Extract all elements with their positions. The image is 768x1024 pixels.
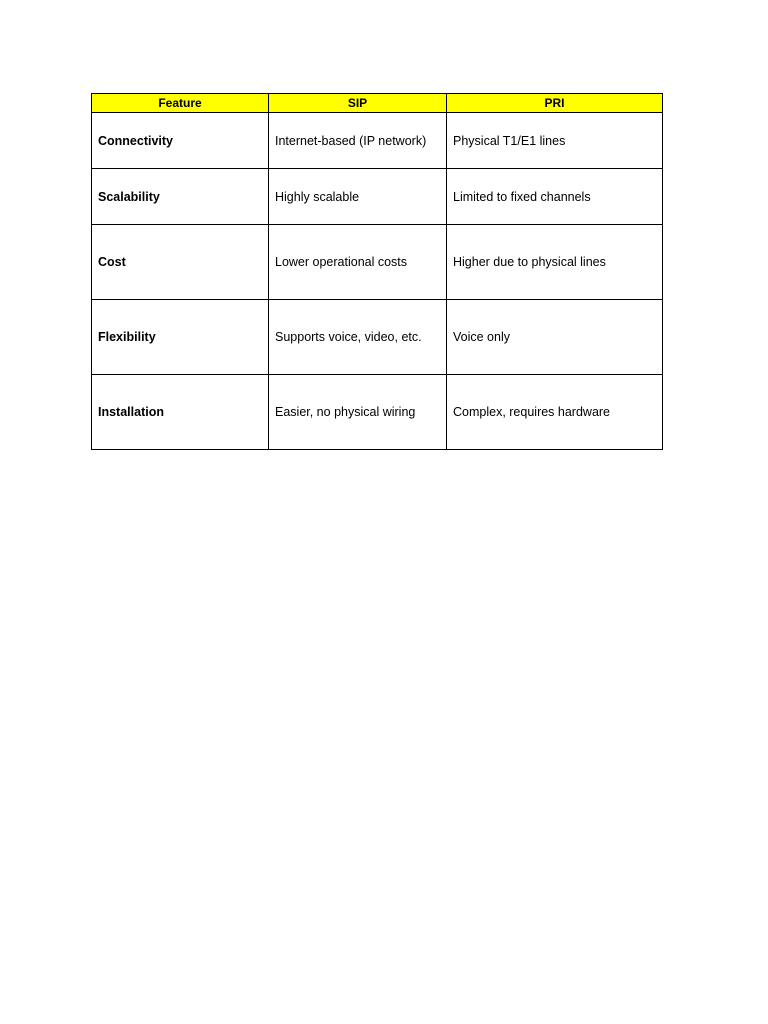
table-row bbox=[92, 375, 663, 450]
header-sip: SIP bbox=[269, 94, 447, 113]
table-row bbox=[92, 169, 663, 225]
pri-cell: Limited to fixed channels bbox=[447, 169, 663, 225]
feature-cell: Scalability bbox=[92, 169, 269, 225]
pri-cell: Higher due to physical lines bbox=[447, 225, 663, 300]
sip-cell: Easier, no physical wiring bbox=[269, 375, 447, 450]
sip-cell: Internet-based (IP network) bbox=[269, 113, 447, 169]
header-feature: Feature bbox=[92, 94, 269, 113]
header-pri: PRI bbox=[447, 94, 663, 113]
pri-cell: Voice only bbox=[447, 300, 663, 375]
table-row bbox=[92, 225, 663, 300]
feature-cell: Cost bbox=[92, 225, 269, 300]
table-row bbox=[92, 300, 663, 375]
pri-cell: Physical T1/E1 lines bbox=[447, 113, 663, 169]
feature-cell: Flexibility bbox=[92, 300, 269, 375]
pri-cell: Complex, requires hardware bbox=[447, 375, 663, 450]
table-header-row bbox=[92, 94, 663, 113]
comparison-table bbox=[91, 93, 663, 450]
sip-cell: Supports voice, video, etc. bbox=[269, 300, 447, 375]
sip-cell: Highly scalable bbox=[269, 169, 447, 225]
feature-cell: Connectivity bbox=[92, 113, 269, 169]
sip-cell: Lower operational costs bbox=[269, 225, 447, 300]
table-row bbox=[92, 113, 663, 169]
feature-cell: Installation bbox=[92, 375, 269, 450]
